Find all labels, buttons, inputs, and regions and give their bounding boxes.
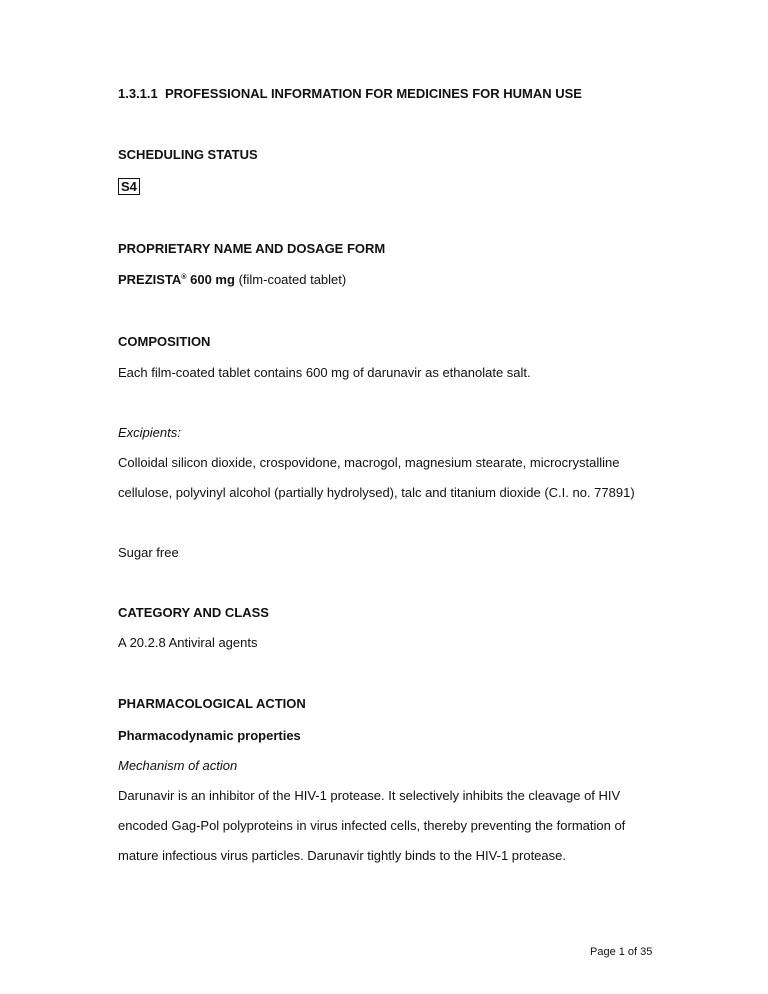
- product-name: PREZISTA: [118, 272, 182, 287]
- proprietary-heading: PROPRIETARY NAME AND DOSAGE FORM: [118, 241, 386, 256]
- composition-text: Each film-coated tablet contains 600 mg of darunavir as ethanolate salt.: [118, 365, 531, 380]
- product-strength: 600 mg: [190, 272, 235, 287]
- title-text: PROFESSIONAL INFORMATION FOR MEDICINES FOR HUMAN USE: [165, 86, 582, 101]
- pharmacology-heading: PHARMACOLOGICAL ACTION: [118, 696, 306, 711]
- mechanism-line-3: mature infectious virus particles. Darunavir tightly binds to the HIV-1 protease.: [118, 848, 566, 863]
- excipients-label: Excipients:: [118, 425, 181, 440]
- dosage-form: (film-coated tablet): [238, 272, 347, 287]
- section-number: 1.3.1.1: [118, 86, 158, 101]
- excipients-line-1: Colloidal silicon dioxide, crospovidone, macrogol, magnesium stearate, microcrystalline: [118, 455, 620, 470]
- scheduling-status-box: S4: [118, 178, 140, 195]
- pharmacodynamic-subheading: Pharmacodynamic properties: [118, 728, 301, 743]
- excipients-line-2: cellulose, polyvinyl alcohol (partially hydrolysed), talc and titanium dioxide (C.I. no. 77891): [118, 485, 635, 500]
- mechanism-line-1: Darunavir is an inhibitor of the HIV-1 protease. It selectively inhibits the cleavage of HIV: [118, 788, 621, 803]
- composition-heading: COMPOSITION: [118, 334, 211, 349]
- category-heading: CATEGORY AND CLASS: [118, 605, 269, 620]
- page-number: Page 1 of 35: [590, 946, 653, 958]
- category-text: A 20.2.8 Antiviral agents: [118, 635, 258, 650]
- sugar-free-note: Sugar free: [118, 545, 179, 560]
- mechanism-label: Mechanism of action: [118, 758, 238, 773]
- proprietary-line: [118, 272, 346, 288]
- mechanism-line-2: encoded Gag-Pol polyproteins in virus infected cells, thereby preventing the formation of: [118, 818, 626, 833]
- registered-mark: ®: [181, 274, 187, 281]
- scheduling-value-wrap: [118, 178, 140, 195]
- scheduling-heading: SCHEDULING STATUS: [118, 147, 258, 162]
- document-title: [118, 86, 582, 102]
